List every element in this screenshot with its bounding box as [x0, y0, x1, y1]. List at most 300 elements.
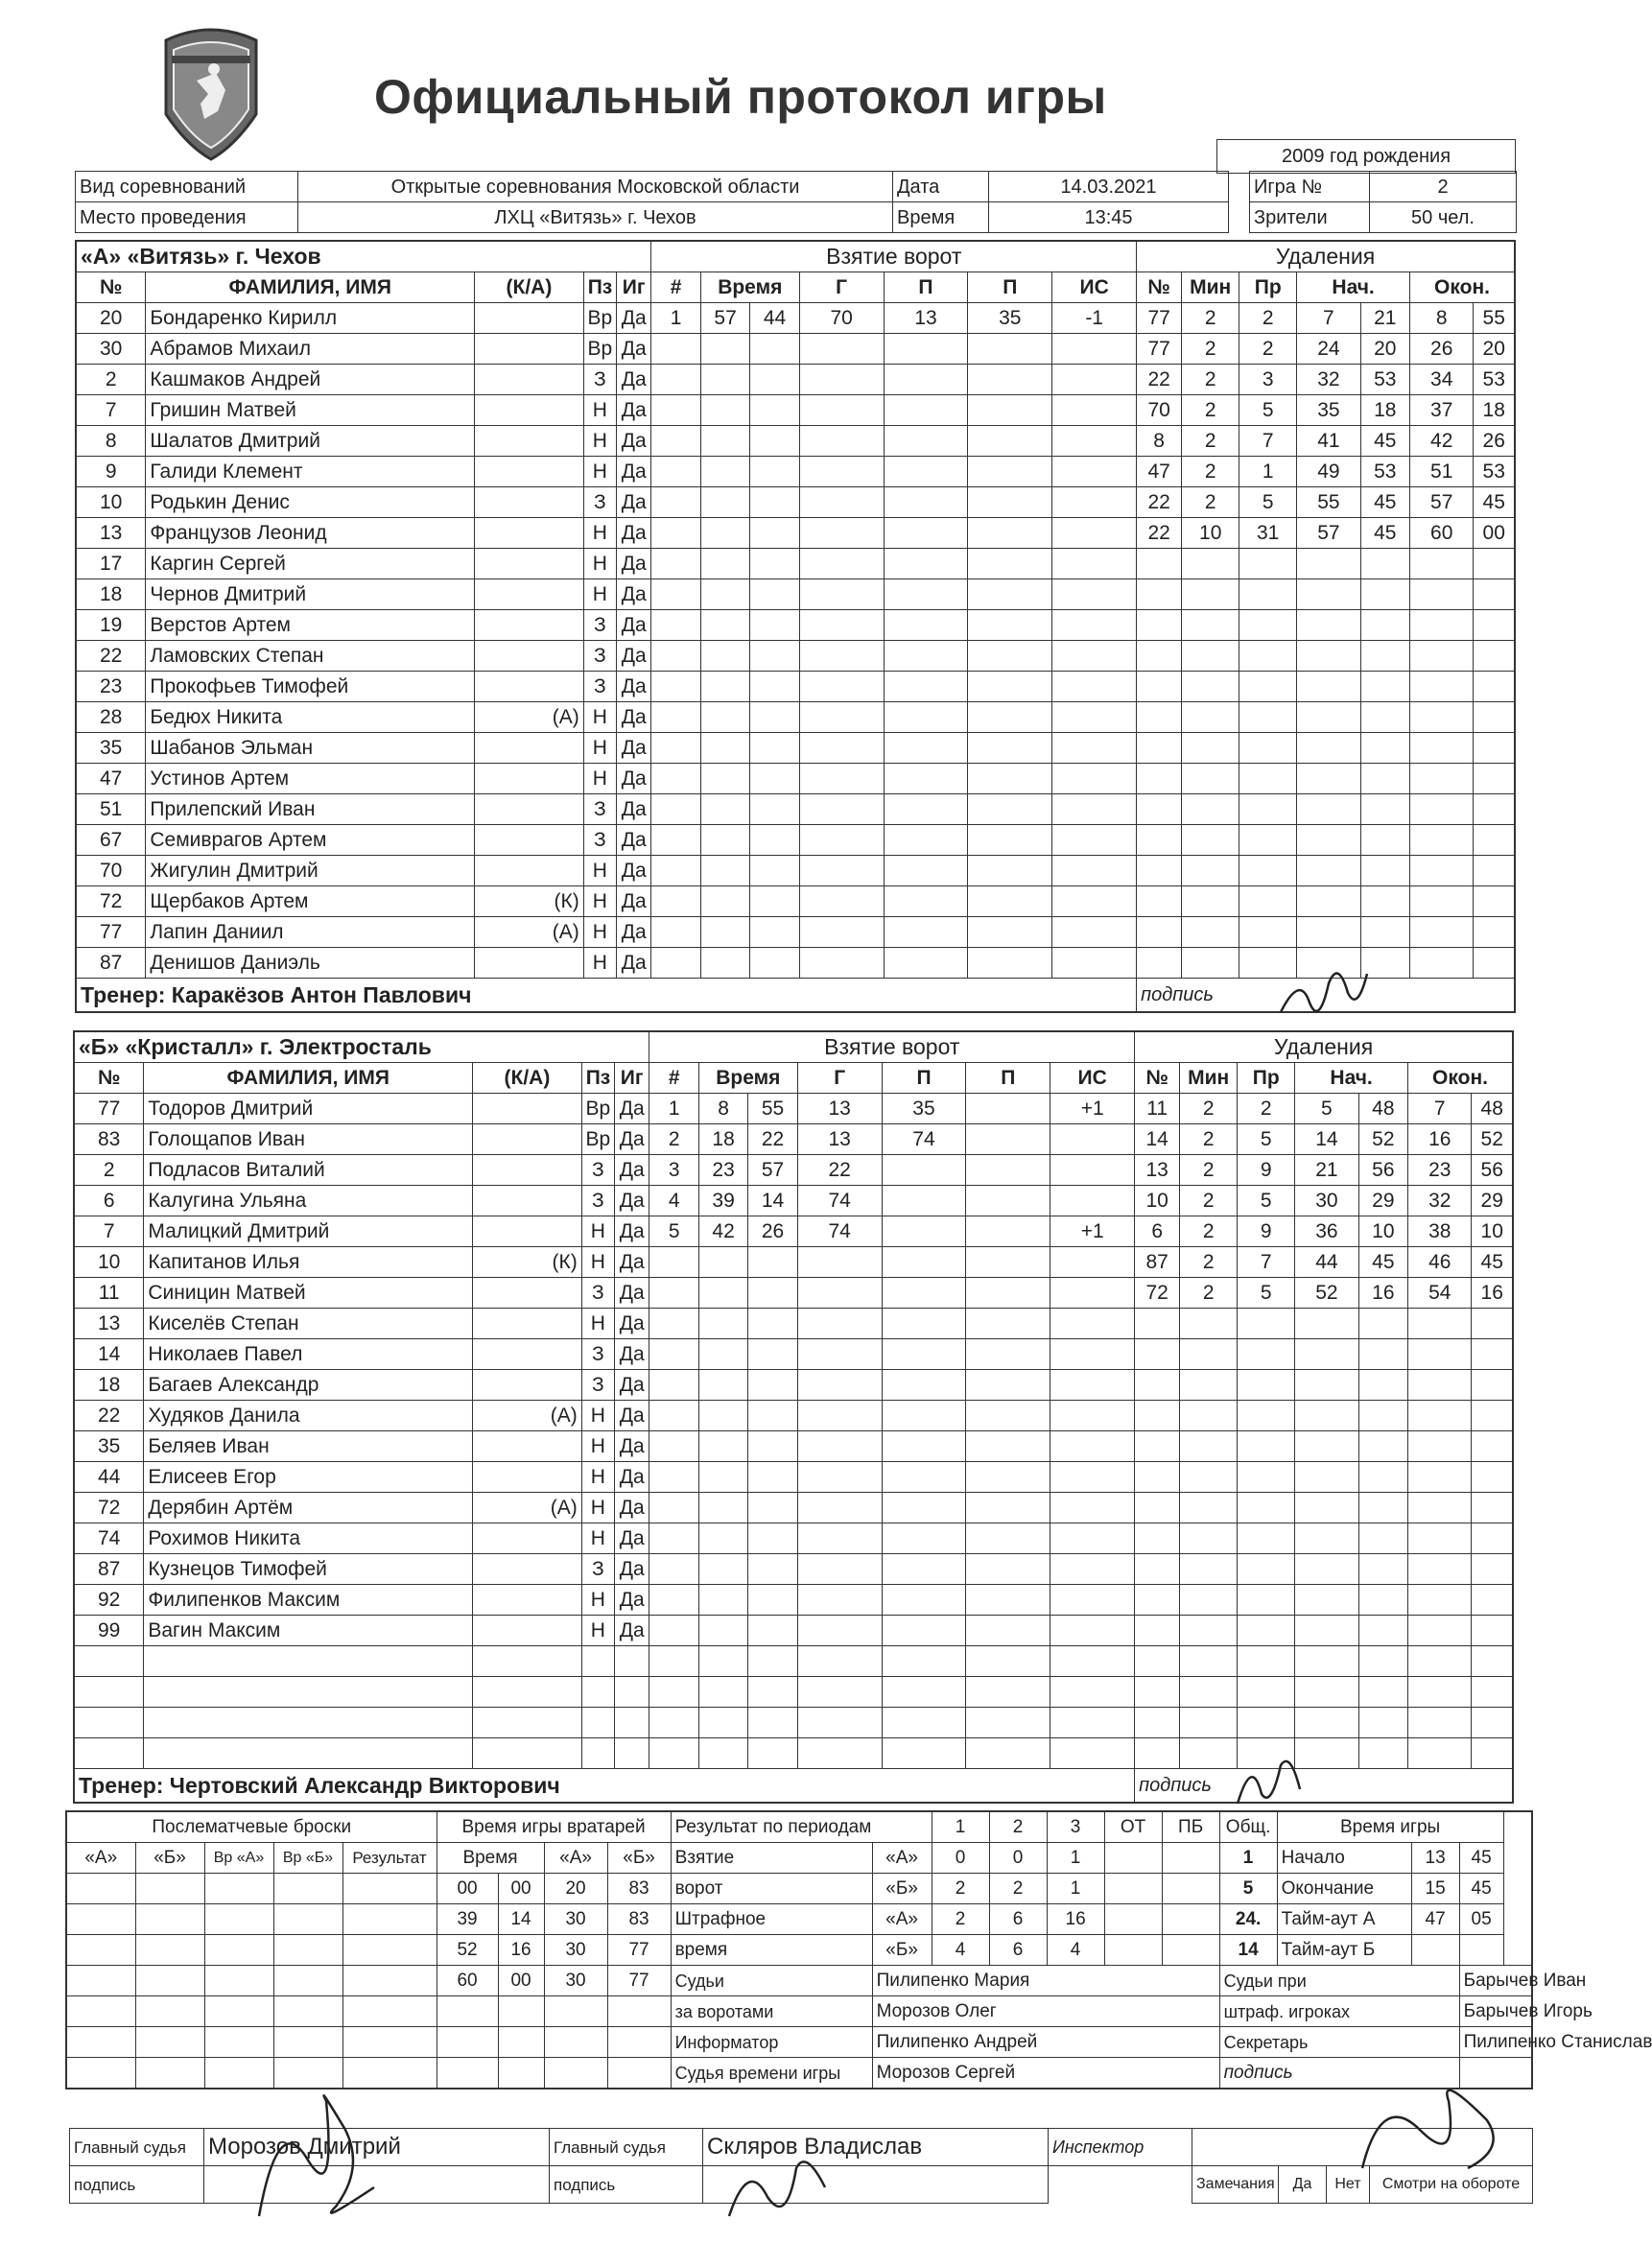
goal-assist1	[882, 1278, 966, 1309]
penalty-minutes	[1182, 610, 1239, 641]
player-number	[74, 1677, 144, 1708]
goal-scorer	[797, 1738, 882, 1769]
penalty-start-sec: 53	[1360, 457, 1409, 487]
goal-scorer	[799, 794, 884, 825]
penalty-start-sec	[1360, 825, 1409, 856]
col-goal-assist1: П	[884, 272, 968, 303]
goal-scorer: 22	[797, 1155, 882, 1186]
referee1-signature	[240, 2072, 393, 2235]
penalty-end-sec: 18	[1474, 395, 1515, 426]
goal-minute	[700, 365, 749, 395]
penalty-reason	[1239, 825, 1297, 856]
player-name: Голощапов Иван	[144, 1124, 473, 1155]
goal-assist1	[882, 1493, 966, 1523]
player-role	[473, 1216, 582, 1247]
penalty-end-min	[1408, 1370, 1472, 1401]
player-name: Киселёв Степан	[144, 1309, 473, 1339]
player-number: 2	[76, 365, 146, 395]
penalty-player	[1137, 610, 1182, 641]
penalty-start-sec	[1360, 579, 1409, 610]
shootout-col-gk-b: Вр «Б»	[273, 1843, 342, 1874]
penalty-player: 22	[1137, 518, 1182, 549]
penalty-player	[1135, 1370, 1180, 1401]
penalty-reason	[1238, 1339, 1295, 1370]
penalty-reason: 5	[1238, 1124, 1295, 1155]
player-role	[473, 1646, 582, 1677]
goal-minute	[698, 1247, 747, 1278]
penalty-start-min	[1295, 1370, 1358, 1401]
player-row	[74, 1094, 1513, 1124]
player-played	[614, 1738, 649, 1769]
player-name: Беляев Иван	[144, 1431, 473, 1462]
penalty-start-min: 7	[1297, 303, 1360, 334]
penalty-minutes	[1180, 1493, 1238, 1523]
goal-scorer	[799, 518, 884, 549]
gametime-start-h: 13	[1411, 1843, 1459, 1874]
secretary-name: Пилипенко Станислав	[1459, 2027, 1532, 2058]
goal-number	[649, 1493, 698, 1523]
goal-judges-label: Судьи	[671, 1966, 872, 1996]
player-role	[473, 1523, 582, 1554]
pim-a-label: «А»	[872, 1904, 932, 1935]
timeout-a-label: Тайм-аут А	[1277, 1904, 1411, 1935]
timeout-b-s	[1459, 1935, 1503, 1966]
goal-scorer	[799, 426, 884, 457]
player-played: Да	[616, 917, 650, 948]
penalty-start-min: 44	[1295, 1247, 1358, 1278]
goal-assist2	[968, 426, 1052, 457]
gk-row-time-s: 14	[498, 1904, 544, 1935]
col-pen-end: Окон.	[1410, 272, 1515, 303]
goal-number	[649, 1401, 698, 1431]
player-role	[475, 856, 584, 886]
player-row	[74, 1554, 1513, 1585]
penalty-start-min: 30	[1295, 1186, 1358, 1216]
player-number: 13	[76, 518, 146, 549]
penalty-player: 6	[1135, 1216, 1180, 1247]
player-role	[473, 1155, 582, 1186]
goal-assist2	[966, 1186, 1050, 1216]
penalty-start-sec	[1360, 672, 1409, 702]
penalty-reason	[1238, 1523, 1295, 1554]
penalty-reason: 5	[1239, 395, 1297, 426]
remarks-label: Замечания	[1192, 2166, 1279, 2204]
penalty-end-sec	[1474, 856, 1515, 886]
gk-row-a: 30	[544, 1904, 607, 1935]
goal-number	[651, 579, 700, 610]
player-played: Да	[616, 764, 650, 794]
player-role	[473, 1186, 582, 1216]
penalty-end-min: 42	[1410, 426, 1474, 457]
penalties-section-title: Удаления	[1137, 241, 1515, 272]
player-name	[144, 1646, 473, 1677]
goal-assist1	[882, 1646, 966, 1677]
player-played: Да	[616, 948, 650, 979]
player-row	[76, 886, 1515, 917]
penalty-start-min	[1295, 1677, 1358, 1708]
goal-minute	[700, 518, 749, 549]
goal-assist1	[882, 1554, 966, 1585]
player-number: 99	[74, 1616, 144, 1646]
goal-scorer	[799, 395, 884, 426]
goal-assist1: 35	[882, 1094, 966, 1124]
penalty-start-sec: 52	[1358, 1124, 1407, 1155]
goal-scorer	[799, 641, 884, 672]
gk-time-title: Время игры вратарей	[437, 1811, 671, 1843]
goal-assist1	[884, 549, 968, 579]
spectators-value: 50 чел.	[1370, 202, 1517, 233]
player-played: Да	[616, 334, 650, 365]
pim-b-total: 14	[1219, 1935, 1277, 1966]
game-value: 2	[1370, 172, 1517, 202]
goal-assist2	[966, 1738, 1050, 1769]
goal-second	[748, 1646, 797, 1677]
goal-minute	[698, 1309, 747, 1339]
goal-assist1	[882, 1677, 966, 1708]
goal-scorer	[797, 1554, 882, 1585]
penalty-start-sec	[1360, 641, 1409, 672]
penalty-end-min	[1408, 1401, 1472, 1431]
player-number: 70	[76, 856, 146, 886]
goal-second: 55	[748, 1094, 797, 1124]
player-played: Да	[616, 395, 650, 426]
col-goal-scorer: Г	[799, 272, 884, 303]
goals-b-total: 5	[1219, 1874, 1277, 1904]
penalty-start-min: 36	[1295, 1216, 1358, 1247]
referee2-label: Главный судья	[550, 2129, 703, 2166]
penalty-end-min	[1408, 1677, 1472, 1708]
penalty-player: 77	[1137, 334, 1182, 365]
col-name: ФАМИЛИЯ, ИМЯ	[144, 1063, 473, 1094]
penalty-start-sec	[1360, 702, 1409, 733]
goal-situation	[1052, 579, 1137, 610]
period-col-ot: ОТ	[1104, 1811, 1162, 1843]
penalty-start-sec	[1358, 1339, 1407, 1370]
col-pen-reason: Пр	[1239, 272, 1297, 303]
penalty-start-min: 32	[1297, 365, 1360, 395]
player-row	[74, 1247, 1513, 1278]
player-role: (А)	[475, 702, 584, 733]
penalty-minutes	[1182, 641, 1239, 672]
penalty-player: 22	[1137, 365, 1182, 395]
col-pen-reason: Пр	[1238, 1063, 1295, 1094]
goal-assist2	[968, 395, 1052, 426]
timeout-b-label: Тайм-аут Б	[1277, 1935, 1411, 1966]
goal-minute	[700, 549, 749, 579]
goal-minute	[698, 1738, 747, 1769]
col-pen-no: №	[1135, 1063, 1180, 1094]
penalty-end-min	[1410, 733, 1474, 764]
goal-scorer	[797, 1431, 882, 1462]
penalty-start-min: 49	[1297, 457, 1360, 487]
penalty-end-min	[1410, 764, 1474, 794]
goal-assist2	[966, 1247, 1050, 1278]
gk-row-b: 83	[607, 1874, 671, 1904]
period-col-pb: ПБ	[1162, 1811, 1219, 1843]
goal-number	[651, 365, 700, 395]
goal-assist2	[968, 457, 1052, 487]
penalty-end-sec	[1472, 1585, 1513, 1616]
gk-row-b: 77	[607, 1935, 671, 1966]
goal-situation	[1052, 395, 1137, 426]
penalty-start-sec: 20	[1360, 334, 1409, 365]
goal-assist2	[966, 1646, 1050, 1677]
goal-minute	[700, 856, 749, 886]
federation-logo	[158, 23, 264, 162]
penalty-reason	[1239, 641, 1297, 672]
goal-scorer	[797, 1646, 882, 1677]
goal-minute: 42	[698, 1216, 747, 1247]
goal-assist2	[968, 886, 1052, 917]
goal-scorer	[799, 764, 884, 794]
player-played: Да	[616, 825, 650, 856]
player-row	[76, 764, 1515, 794]
player-position: Н	[581, 1247, 614, 1278]
goal-second: 57	[748, 1155, 797, 1186]
penalty-reason	[1238, 1646, 1295, 1677]
penalty-reason	[1239, 549, 1297, 579]
penalty-start-min	[1297, 794, 1360, 825]
goal-scorer: 70	[799, 303, 884, 334]
goal-second	[748, 1585, 797, 1616]
penalty-start-sec	[1360, 917, 1409, 948]
player-role	[475, 365, 584, 395]
player-number: 6	[74, 1186, 144, 1216]
goal-assist2	[966, 1216, 1050, 1247]
goal-second: 22	[748, 1124, 797, 1155]
player-role	[475, 641, 584, 672]
goal-situation	[1050, 1523, 1135, 1554]
goal-assist2	[968, 641, 1052, 672]
goal-assist2	[966, 1462, 1050, 1493]
informer-name: Пилипенко Андрей	[872, 2027, 1219, 2058]
penalty-reason	[1239, 702, 1297, 733]
penalty-reason	[1238, 1585, 1295, 1616]
goal-situation	[1050, 1708, 1135, 1738]
penalty-end-min: 38	[1408, 1216, 1472, 1247]
player-number: 22	[74, 1401, 144, 1431]
player-played: Да	[616, 856, 650, 886]
penalty-end-sec: 10	[1472, 1216, 1513, 1247]
goal-number	[649, 1370, 698, 1401]
player-number: 92	[74, 1585, 144, 1616]
player-name: Николаев Павел	[144, 1339, 473, 1370]
goal-minute	[698, 1554, 747, 1585]
goal-assist1	[882, 1462, 966, 1493]
penalty-end-sec	[1474, 917, 1515, 948]
goal-second	[750, 457, 799, 487]
goal-situation	[1050, 1616, 1135, 1646]
player-row	[76, 672, 1515, 702]
gk-row-time-s: 00	[498, 1966, 544, 1996]
player-number: 18	[76, 579, 146, 610]
player-name: Бедюх Никита	[146, 702, 475, 733]
penalty-end-min	[1408, 1493, 1472, 1523]
penalty-end-sec	[1472, 1646, 1513, 1677]
col-pen-start: Нач.	[1297, 272, 1410, 303]
player-played: Да	[616, 457, 650, 487]
gk-row-time-m: 52	[437, 1935, 498, 1966]
player-played: Да	[614, 1585, 649, 1616]
penalty-start-sec	[1360, 733, 1409, 764]
col-goal-scorer: Г	[797, 1063, 882, 1094]
goal-assist2	[968, 549, 1052, 579]
penalty-start-min	[1295, 1309, 1358, 1339]
penalty-end-min: 37	[1410, 395, 1474, 426]
player-row	[74, 1216, 1513, 1247]
penalty-player	[1137, 672, 1182, 702]
penalty-player	[1135, 1708, 1180, 1738]
penalty-minutes	[1180, 1401, 1238, 1431]
gk-row-b: 83	[607, 1904, 671, 1935]
penalty-minutes	[1182, 948, 1239, 979]
player-played: Да	[614, 1493, 649, 1523]
player-role	[473, 1554, 582, 1585]
player-played: Да	[614, 1186, 649, 1216]
competition-value: Открытые соревнования Московской области	[298, 172, 893, 202]
goal-assist2	[966, 1523, 1050, 1554]
goal-second	[750, 856, 799, 886]
goal-number	[649, 1523, 698, 1554]
gk-row-a: 20	[544, 1874, 607, 1904]
player-played: Да	[616, 365, 650, 395]
penalty-end-sec	[1472, 1462, 1513, 1493]
pim-b-p2: 6	[989, 1935, 1047, 1966]
penalty-reason	[1239, 886, 1297, 917]
goal-scorer: 13	[797, 1124, 882, 1155]
game-label: Игра №	[1250, 172, 1370, 202]
penalty-minutes	[1180, 1616, 1238, 1646]
penalty-player: 22	[1137, 487, 1182, 518]
goal-scorer	[799, 549, 884, 579]
player-name: Гришин Матвей	[146, 395, 475, 426]
penalty-end-min	[1408, 1339, 1472, 1370]
goals-label: Взятие	[671, 1843, 872, 1874]
pim-a-p3: 16	[1047, 1904, 1104, 1935]
penalty-start-sec	[1360, 856, 1409, 886]
goal-situation	[1050, 1585, 1135, 1616]
goal-situation	[1050, 1646, 1135, 1677]
penalty-start-sec	[1358, 1646, 1407, 1677]
goal-number	[649, 1247, 698, 1278]
penalty-player: 77	[1137, 303, 1182, 334]
goal-minute	[698, 1339, 747, 1370]
goal-assist1	[882, 1186, 966, 1216]
penalty-end-sec	[1474, 549, 1515, 579]
goal-number	[651, 794, 700, 825]
goal-assist2	[968, 672, 1052, 702]
player-position: Н	[583, 856, 616, 886]
goal-number: 4	[649, 1186, 698, 1216]
penalty-start-min	[1297, 579, 1360, 610]
penalty-start-sec	[1358, 1309, 1407, 1339]
player-row	[76, 334, 1515, 365]
penalty-start-min: 24	[1297, 334, 1360, 365]
goal-assist1	[884, 825, 968, 856]
col-goal-no: #	[651, 272, 700, 303]
goal-minute	[700, 948, 749, 979]
player-number: 10	[74, 1247, 144, 1278]
goal-number	[651, 457, 700, 487]
penalty-minutes	[1180, 1554, 1238, 1585]
player-name: Вагин Максим	[144, 1616, 473, 1646]
player-row	[76, 579, 1515, 610]
penalty-start-min: 21	[1295, 1155, 1358, 1186]
goal-assist2	[968, 794, 1052, 825]
penalty-player	[1137, 733, 1182, 764]
player-position: З	[581, 1339, 614, 1370]
goal-number	[651, 549, 700, 579]
penalty-reason	[1239, 794, 1297, 825]
penalty-reason: 5	[1238, 1186, 1295, 1216]
goal-situation	[1052, 702, 1137, 733]
penalty-start-min: 55	[1297, 487, 1360, 518]
penalty-start-sec: 45	[1360, 426, 1409, 457]
goal-minute	[698, 1585, 747, 1616]
goal-situation	[1052, 641, 1137, 672]
goal-scorer	[797, 1278, 882, 1309]
goal-second: 26	[748, 1216, 797, 1247]
goals-b-p1: 2	[932, 1874, 989, 1904]
player-role	[475, 487, 584, 518]
player-position: Н	[583, 426, 616, 457]
player-role	[475, 733, 584, 764]
penalty-start-sec	[1358, 1370, 1407, 1401]
goal-number	[651, 917, 700, 948]
goal-minute	[700, 641, 749, 672]
penalty-minutes: 2	[1180, 1155, 1238, 1186]
see-back-label: Смотри на обороте	[1370, 2166, 1533, 2204]
shootout-col-result: Результат	[342, 1843, 437, 1874]
penalty-end-sec	[1472, 1370, 1513, 1401]
pim-label-2: время	[671, 1935, 872, 1966]
player-name: Худяков Данила	[144, 1401, 473, 1431]
player-name	[144, 1708, 473, 1738]
penalty-minutes: 2	[1182, 365, 1239, 395]
goal-assist2	[968, 764, 1052, 794]
player-position: Н	[583, 702, 616, 733]
goal-assist1	[884, 794, 968, 825]
player-row	[76, 426, 1515, 457]
goal-judge-2: Морозов Олег	[872, 1996, 1219, 2027]
goal-assist1	[884, 641, 968, 672]
goal-situation	[1052, 672, 1137, 702]
goal-number	[649, 1462, 698, 1493]
penalty-minutes: 2	[1180, 1186, 1238, 1216]
goal-second	[748, 1278, 797, 1309]
goal-situation	[1052, 886, 1137, 917]
player-position: З	[581, 1554, 614, 1585]
goal-assist1	[884, 610, 968, 641]
goal-second	[748, 1677, 797, 1708]
player-number: 74	[74, 1523, 144, 1554]
player-name: Малицкий Дмитрий	[144, 1216, 473, 1247]
goal-situation	[1050, 1401, 1135, 1431]
goal-scorer	[799, 733, 884, 764]
inspector-label: Инспектор	[1049, 2129, 1192, 2166]
player-played: Да	[614, 1523, 649, 1554]
goal-second	[748, 1523, 797, 1554]
col-pen-min: Мин	[1182, 272, 1239, 303]
penalty-end-min	[1410, 886, 1474, 917]
goal-assist1	[882, 1339, 966, 1370]
player-name: Верстов Артем	[146, 610, 475, 641]
goal-situation	[1050, 1247, 1135, 1278]
col-ig: Иг	[616, 272, 650, 303]
goal-assist1	[884, 457, 968, 487]
goal-assist1	[882, 1401, 966, 1431]
goal-scorer	[797, 1462, 882, 1493]
